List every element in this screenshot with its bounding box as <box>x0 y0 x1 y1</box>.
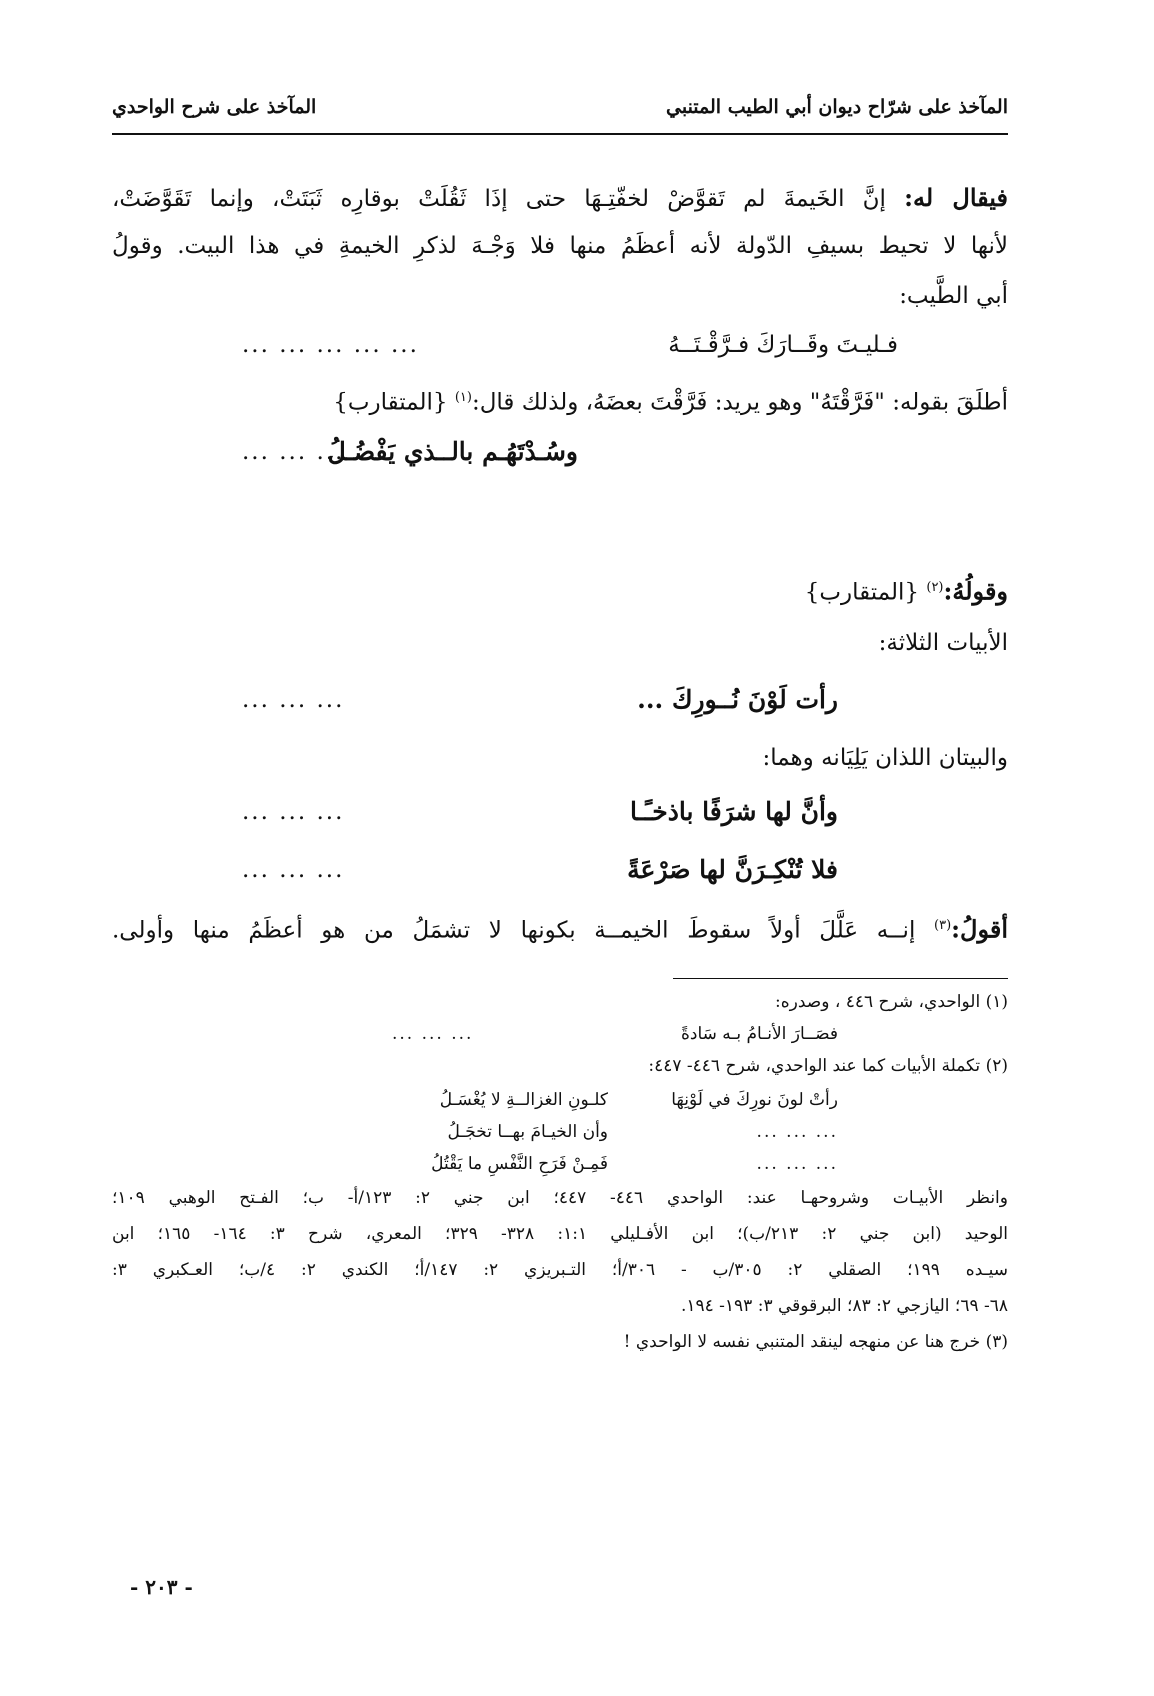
footnote-verse: فَمِـنْ فَرَحِ النَّفْسِ ما يَقْتُلُ <box>431 1154 608 1174</box>
lead-word: وقولُهُ: <box>943 576 1008 606</box>
footnote-ref: (١) <box>454 390 472 405</box>
lead-word: فيقال له: <box>904 183 1008 212</box>
footnote-line: (٣) خرج هنا عن منهجه لينقد المتنبي نفسه لا الواحدي ! <box>623 1332 1008 1352</box>
footnote-verse: رأتْ لونَ نورِكَ في لَوْنِهَا <box>671 1090 838 1110</box>
paragraph-line <box>112 568 1008 608</box>
footnote-verse: كلـونِ الغزالــةِ لا يُغْسَـلُ <box>439 1090 608 1110</box>
verse-ellipsis: ... ... ... ... ... <box>242 332 419 358</box>
paragraph-line <box>112 178 1008 218</box>
footnote-ref: (٣) <box>934 918 952 933</box>
page-number: - ٢٠٣ - <box>130 1575 193 1599</box>
meter-label: {المتقارب} <box>333 389 448 416</box>
footnote-line: الوحيد (ابن جني ٢: ٢١٣/ب)؛ ابن الأفـليلي ١:١: ٣٢٨- ٣٢٩؛ المعري، شرح ٣: ١٦٤- ١٦٥؛ ابن <box>112 1224 1009 1244</box>
footnote-ellipsis: ... ... ... <box>392 1024 474 1044</box>
text-run: إنَّ الخَيمةَ لم تَقوَّضْ لخفّتِـهَا حتى إذَا ثَقُلَتْ بوقارِه ثَبَتَتْ، وإنما تَقَوَّضَتْ، <box>112 186 886 212</box>
text-run: إنــه عَلَّلَ أولاً سقوطَ الخيمــة بكونها لا تشمَلُ من هو أعظَمُ منها وأولى. <box>112 917 916 944</box>
paragraph-line: أبي الطَّيب: <box>899 283 1008 309</box>
running-title-book: المآخذ على شرّاح ديوان أبي الطيب المتنبي <box>666 96 1008 118</box>
verse-hemistich: رأت لَوْنَ نُــورِكَ ... <box>637 685 838 714</box>
footnote-line: (٢) تكملة الأبيات كما عند الواحدي، شرح ٤٤٦- ٤٤٧: <box>648 1056 1008 1076</box>
paragraph-line: والبيتان اللذان يَلِيَانه وهما: <box>762 745 1008 771</box>
lead-word: أقولُ: <box>951 914 1009 944</box>
footnote-ref: (٢) <box>926 580 944 595</box>
verse-hemistich: فلا تُنْكِـرَنَّ لها صَرْعَةً <box>627 855 838 884</box>
verse-ellipsis: ... ... ... <box>242 439 345 465</box>
verse-hemistich: وأنَّ لها شرَفًا باذخـًـا <box>630 797 838 826</box>
paragraph-line <box>112 906 1008 946</box>
footnote-line: (١) الواحدي، شرح ٤٤٦ ، وصدره: <box>775 992 1008 1012</box>
verse-ellipsis: ... ... ... <box>242 799 345 825</box>
verse-hemistich: وسُـدْتَهُـم بالــذي يَفْضُـلُ <box>327 437 578 466</box>
text-run: أطلَقَ بقوله: "فَرَّقْتَهُ" وهو يريد: فَرَّقْتَ بعضَهُ، ولذلك قال: <box>471 389 1008 416</box>
footnote-ellipsis: ... ... ... <box>756 1122 838 1142</box>
running-header <box>112 96 1008 132</box>
footnote-ellipsis: ... ... ... <box>756 1154 838 1174</box>
meter-label: {المتقارب} <box>804 579 920 606</box>
header-rule <box>112 133 1008 135</box>
paragraph-line: الأبيات الثلاثة: <box>878 630 1008 656</box>
verse-hemistich: فـليـتَ وقَــارَكَ فـرَّقْـتَــهُ <box>668 332 898 358</box>
footnote-line: ٦٨- ٦٩؛ اليازجي ٢: ٨٣؛ البرقوقي ٣: ١٩٣- ١٩٤. <box>680 1296 1008 1316</box>
footnote-verse: وأن الخيـامَ بهــا تخجَـلُ <box>447 1122 608 1142</box>
running-title-chapter: المآخذ على شرح الواحدي <box>112 96 317 118</box>
verse-ellipsis: ... ... ... <box>242 687 345 713</box>
footnote-verse: فصَــارَ الأنـامُ بـه سَادةً <box>681 1024 838 1044</box>
verse-ellipsis: ... ... ... <box>242 857 345 883</box>
paragraph-line: لأنها لا تحيط بسيفِ الدّولة لأنه أعظَمُ منها فلا وَجْـهَ لذكرِ الخيمةِ في هذا البيت. وقولُ <box>112 233 1008 259</box>
footnote-rule <box>673 978 1008 979</box>
footnote-line: سيـده ١٩٩؛ الصقلي ٢: ٣٠٥/ب - ٣٠٦/أ؛ التـبريزي ٢: ١٤٧/أ؛ الكندي ٢: ٤/ب؛ العـكبري ٣: <box>112 1260 1008 1280</box>
footnote-line: وانظر الأبيـات وشروحهـا عند: الواحدي ٤٤٦- ٤٤٧؛ ابن جني ٢: ١٢٣/أ- ب؛ الفـتح الوهبي ١٠٩؛ <box>112 1188 1008 1208</box>
paragraph-line <box>112 378 1008 418</box>
